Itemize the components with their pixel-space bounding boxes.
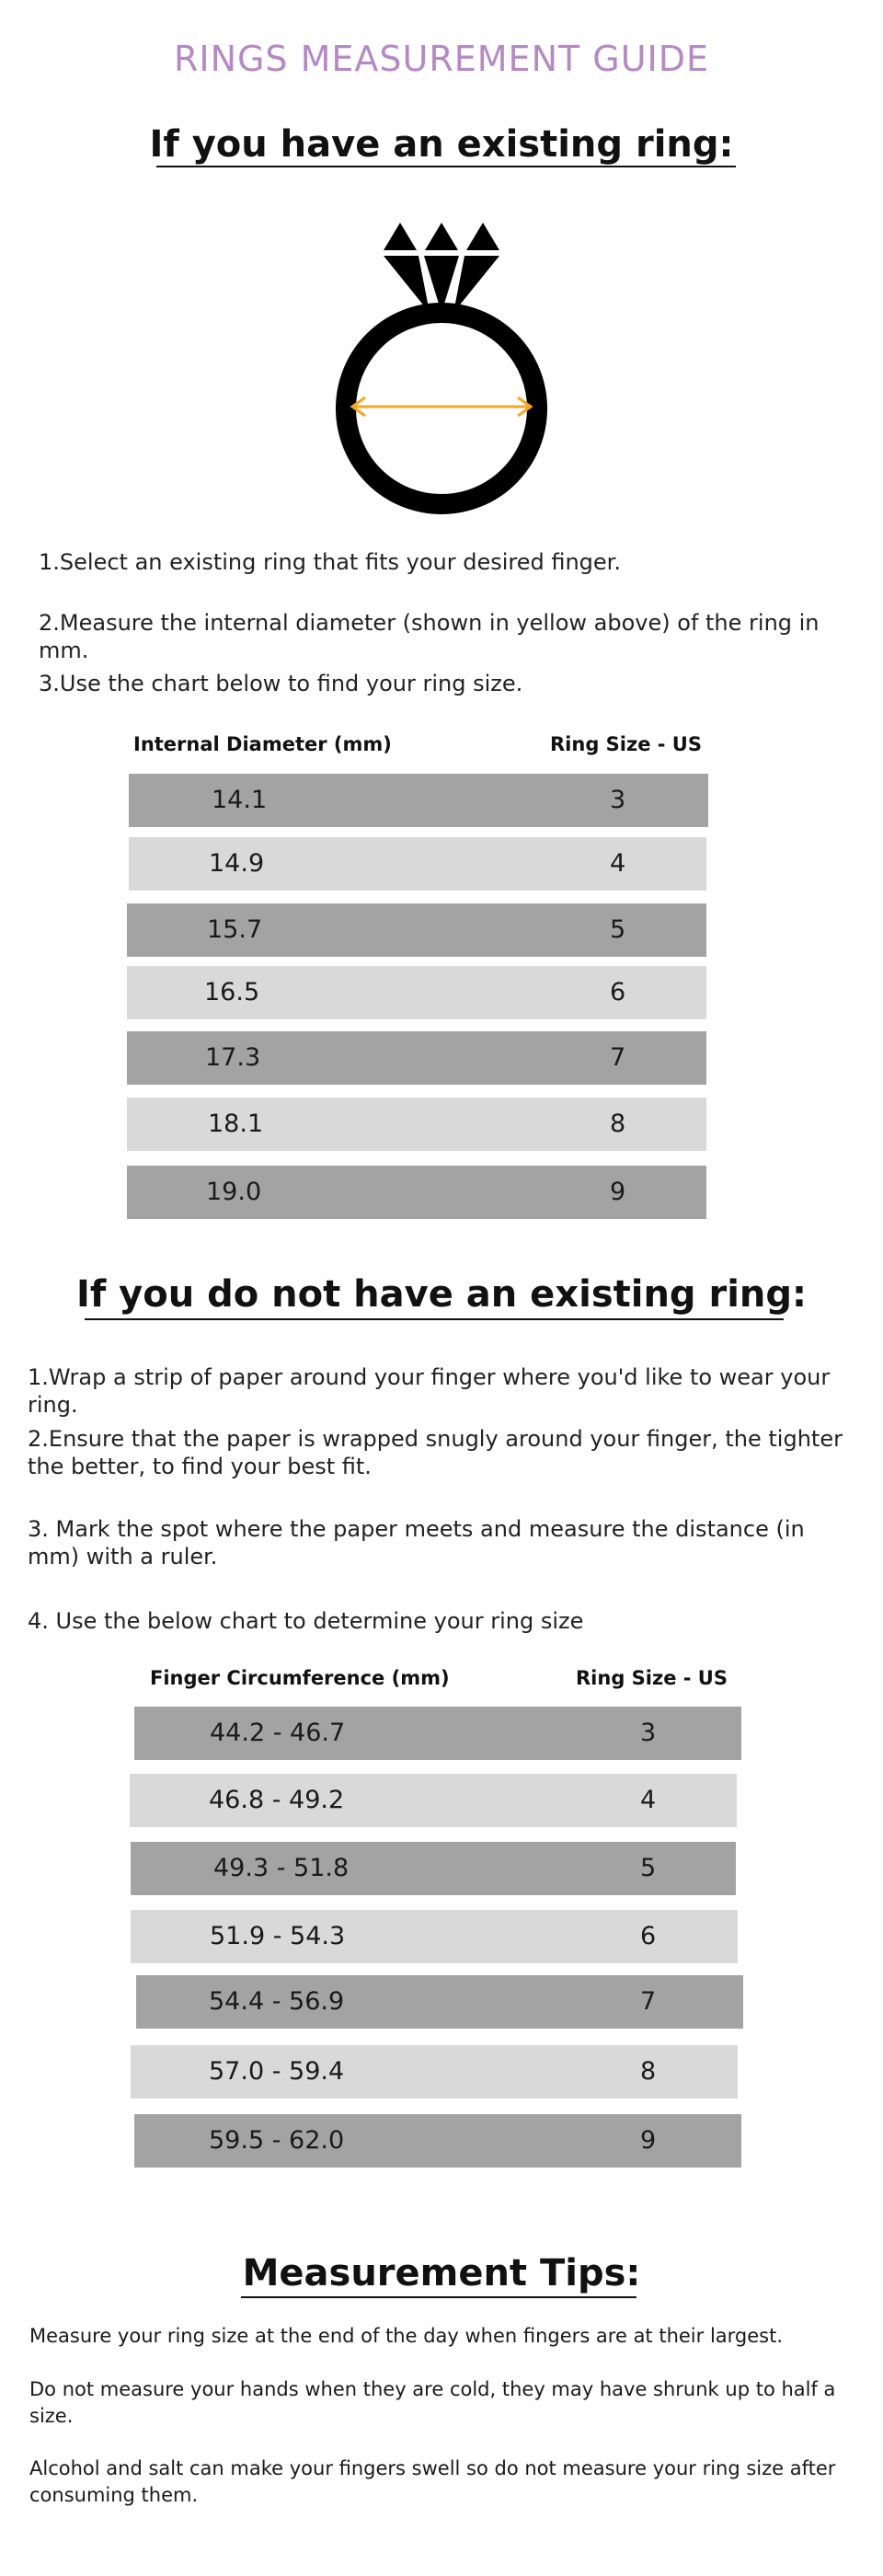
- tip-item: Do not measure your hands when they are cold, they may have shrunk up to half a size.: [29, 2378, 836, 2427]
- table-row: [127, 966, 706, 1019]
- no-ring-step-3: 3. Mark the spot where the paper meets and measure the distance (in mm) with a ruler.: [28, 1516, 805, 1570]
- table-row: [129, 837, 706, 891]
- circumference-value: 51.9 - 54.3: [210, 1922, 346, 1950]
- existing-ring-heading: If you have an existing ring:: [149, 123, 734, 166]
- table-row: [127, 1166, 706, 1219]
- ring-size-value: 6: [610, 978, 626, 1006]
- tip-item: Alcohol and salt can make your fingers swell so do not measure your ring size after consuming them.: [29, 2457, 836, 2506]
- circumference-value: 49.3 - 51.8: [213, 1854, 350, 1882]
- diameter-column-header: Internal Diameter (mm): [133, 733, 392, 755]
- table-row: [127, 1098, 706, 1151]
- diamond-ring-icon: [327, 213, 556, 517]
- ring-size-value: 6: [640, 1922, 657, 1950]
- ring-size-value: 9: [610, 1178, 626, 1206]
- diameter-value: 14.9: [209, 849, 265, 878]
- diameter-value: 18.1: [208, 1110, 264, 1138]
- diameter-value: 19.0: [206, 1178, 262, 1206]
- existing-step-2: 2.Measure the internal diameter (shown in yellow above) of the ring in mm.: [39, 610, 820, 663]
- existing-step-1: 1.Select an existing ring that fits your desired finger.: [39, 549, 621, 575]
- ring-size-value: 3: [610, 786, 626, 814]
- ring-size-value: 7: [640, 1987, 657, 2016]
- ring-size-value: 7: [610, 1043, 626, 1072]
- ring-size-value: 3: [640, 1719, 657, 1747]
- tips-heading-underline: [241, 2296, 636, 2298]
- ring-size-value: 5: [640, 1854, 657, 1882]
- ring-size-value: 5: [610, 915, 626, 944]
- table-row: [127, 903, 706, 957]
- circumference-value: 54.4 - 56.9: [209, 1987, 345, 2016]
- diameter-value: 17.3: [205, 1043, 261, 1072]
- no-ring-step-1: 1.Wrap a strip of paper around your finger where you'd like to wear your ring.: [28, 1364, 831, 1418]
- ring-size-value: 4: [610, 849, 626, 878]
- no-ring-heading-underline: [85, 1318, 784, 1320]
- circumference-value: 59.5 - 62.0: [209, 2126, 345, 2155]
- ring-size-value: 9: [640, 2126, 657, 2155]
- no-ring-heading: If you do not have an existing ring:: [75, 1273, 808, 1316]
- ring-size-value: 4: [640, 1786, 657, 1814]
- ring-size-column-header: Ring Size - US: [576, 1667, 728, 1689]
- table-row: [134, 2114, 741, 2168]
- diameter-value: 15.7: [207, 915, 263, 944]
- tip-item: Measure your ring size at the end of the day when fingers are at their largest.: [29, 2325, 784, 2347]
- diameter-value: 14.1: [212, 786, 268, 814]
- no-ring-step-2: 2.Ensure that the paper is wrapped snugly around your finger, the tighter the better, to find your best fit.: [28, 1426, 843, 1479]
- table-row: [129, 774, 708, 827]
- circumference-column-header: Finger Circumference (mm): [150, 1667, 450, 1689]
- page-title: RINGS MEASUREMENT GUIDE: [173, 39, 710, 79]
- circumference-value: 46.8 - 49.2: [209, 1786, 345, 1814]
- circumference-value: 44.2 - 46.7: [210, 1719, 346, 1747]
- table-row: [131, 1842, 736, 1895]
- tips-heading: Measurement Tips:: [242, 2252, 641, 2294]
- ring-size-value: 8: [610, 1110, 626, 1138]
- diameter-value: 16.5: [204, 978, 260, 1006]
- ring-size-column-header: Ring Size - US: [550, 733, 702, 755]
- table-row: [131, 1910, 738, 1963]
- ring-size-value: 8: [640, 2057, 657, 2086]
- table-row: [127, 1031, 706, 1085]
- table-row: [136, 1975, 743, 2029]
- existing-ring-heading-underline: [156, 166, 736, 167]
- table-row: [131, 2045, 738, 2099]
- circumference-value: 57.0 - 59.4: [209, 2057, 345, 2086]
- existing-step-3: 3.Use the chart below to find your ring size.: [39, 671, 523, 696]
- table-row: [134, 1707, 741, 1760]
- table-row: [130, 1774, 737, 1827]
- no-ring-step-4: 4. Use the below chart to determine your ring size: [28, 1608, 584, 1634]
